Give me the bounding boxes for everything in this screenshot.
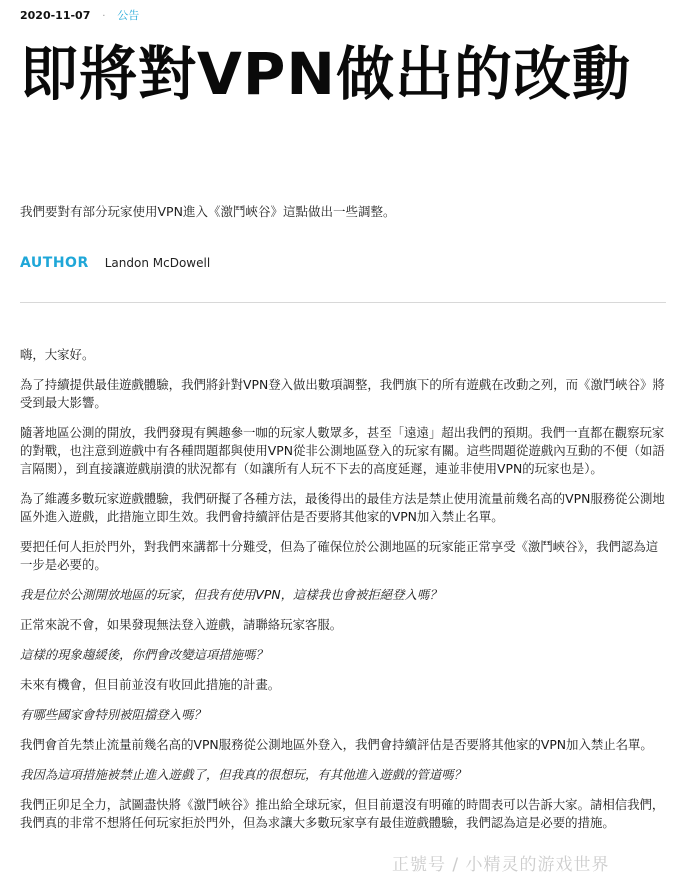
faq-question: 這樣的現象趨緩後，你們會改變這項措施嗎？ (20, 647, 268, 662)
divider (20, 302, 666, 303)
faq-answer: 未來有機會，但目前並沒有收回此措施的計畫。 (20, 677, 281, 692)
article-subtitle: 我們要對有部分玩家使用VPN進入《激鬥峽谷》這點做出一些調整。 (20, 204, 396, 219)
meta-separator: · (102, 11, 106, 22)
post-date: 2020-11-07 (20, 9, 91, 22)
paragraph: 要把任何人拒於門外，對我們來講都十分難受，但為了確保位於公測地區的玩家能正常享受《激鬥峽谷》，我們認為這一步是必要的。 (20, 539, 659, 572)
author-name: Landon McDowell (104, 256, 211, 270)
faq-question: 我是位於公測開放地區的玩家，但我有使用VPN，這樣我也會被拒絕登入嗎？ (20, 587, 442, 602)
article-body (20, 346, 668, 844)
category-link[interactable]: 公告 (117, 9, 140, 22)
faq-question: 有哪些國家會特別被阻擋登入嗎？ (20, 707, 206, 722)
paragraph-greeting: 嗨，大家好。 (20, 347, 95, 362)
article-title: 即將對VPN做出的改動 (20, 40, 631, 108)
author-line (20, 255, 210, 271)
paragraph: 為了持續提供最佳遊戲體驗，我們將針對VPN登入做出數項調整，我們旗下的所有遊戲在改動之列，而《激鬥峽谷》將受到最大影響。 (20, 377, 665, 410)
author-label: AUTHOR (20, 255, 89, 271)
paragraph: 隨著地區公測的開放，我們發現有興趣參一咖的玩家人數眾多，甚至「遠遠」超出我們的預期。我們一直都在觀察玩家的對戰，也注意到遊戲中有各種問題都與使用VPN從非公測地區登入的玩家有關。這些問題從遊戲內互動的不便（如語言隔閡），到直接讓遊戲崩潰的狀況都有（如讓所有人玩不下去的高度延遲，連並非使用VPN的玩家也是）。 (20, 425, 665, 476)
watermark: 正號号 / 小精灵的游戏世界 (392, 855, 610, 875)
faq-answer: 我們正卯足全力，試圖盡快將《激鬥峽谷》推出給全球玩家，但目前還沒有明確的時間表可以告訴大家。請相信我們，我們真的非常不想將任何玩家拒於門外，但為求讓大多數玩家享有最佳遊戲體驗，我們認為這是必要的措施。 (20, 797, 665, 830)
faq-question: 我因為這項措施被禁止進入遊戲了，但我真的很想玩，有其他進入遊戲的管道嗎？ (20, 767, 467, 782)
faq-answer: 我們會首先禁止流量前幾名高的VPN服務從公測地區外登入，我們會持續評估是否要將其他家的VPN加入禁止名單。 (20, 737, 653, 752)
faq-answer: 正常來說不會，如果發現無法登入遊戲，請聯絡玩家客服。 (20, 617, 343, 632)
paragraph: 為了維護多數玩家遊戲體驗，我們研擬了各種方法，最後得出的最佳方法是禁止使用流量前幾名高的VPN服務從公測地區外進入遊戲，此措施立即生效。我們會持續評估是否要將其他家的VPN加入禁止名單。 (20, 491, 665, 524)
post-meta (20, 7, 139, 23)
